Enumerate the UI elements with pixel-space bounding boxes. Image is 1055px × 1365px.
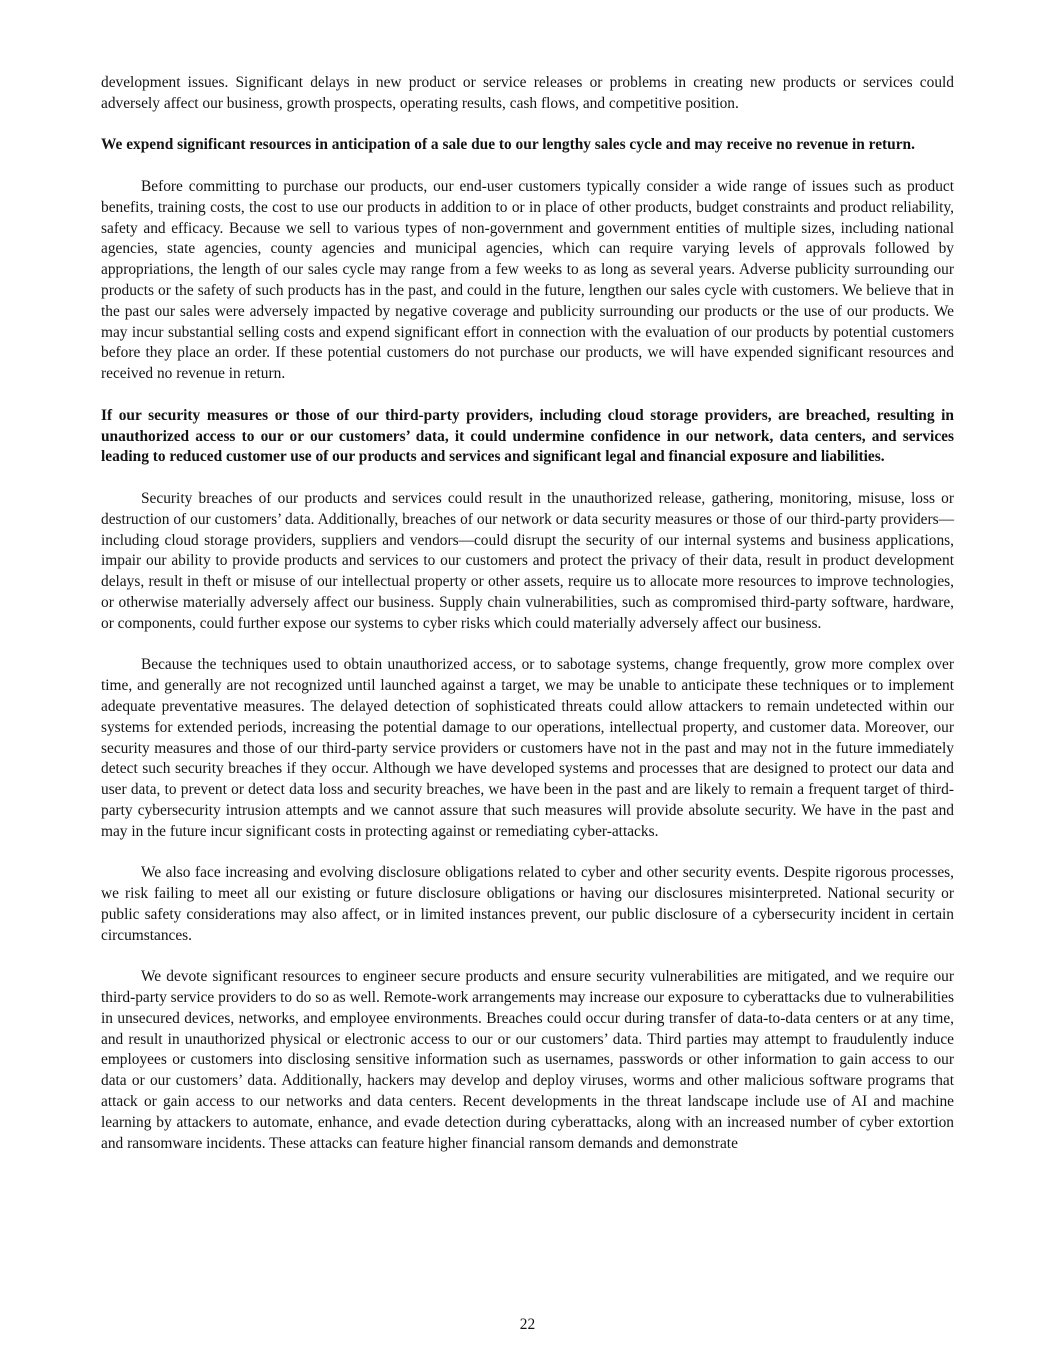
- paragraph-attack-techniques: Because the techniques used to obtain unauthorized access, or to sabotage systems, change frequently, grow more complex over time, and generally are not recognized until launched against a target, we may be unable to anticipate these techniques or to implement adequate preventative measures. The delayed detection of sophisticated threats could allow attackers to remain undetected within our systems for extended periods, increasing the potential damage to our operations, intellectual property, and customer data. Moreover, our security measures and those of our third-party service providers or customers have not in the past and may not in the future immediately detect such security breaches if they occur. Although we have developed systems and processes that are designed to protect our data and user data, to prevent or detect data loss and security breaches, we have been in the past and are likely to remain a frequent target of third-party cybersecurity intrusion attempts and we cannot assure that such measures will provide absolute security. We have in the past and may in the future incur significant costs in protecting against or remediating cyber-attacks.: [101, 656, 954, 840]
- risk-heading-sales-cycle: We expend significant resources in anticipation of a sale due to our lengthy sales cycle and may receive no revenue in return.: [101, 136, 915, 154]
- paragraph-sales-cycle: Before committing to purchase our products, our end-user customers typically consider a wide range of issues such as product benefits, training costs, the cost to use our products in addition to or in place of other products, budget constraints and product reliability, safety and efficacy. Because we sell to various types of non-government and government entities of multiple sizes, including national agencies, state agencies, county agencies and municipal agencies, which can require varying levels of approvals followed by appropriations, the length of our sales cycle may range from a few weeks to as long as several years. Adverse publicity surrounding our products or the safety of such products has in the past, and could in the future, lengthen our sales cycle with customers. We believe that in the past our sales were adversely impacted by negative coverage and publicity surrounding our products or the use of our products. We may incur substantial selling costs and expend significant effort in connection with the evaluation of our products by potential customers before they place an order. If these potential customers do not purchase our products, we will have expended significant resources and received no revenue in return.: [101, 177, 954, 383]
- paragraph-disclosure-obligations: We also face increasing and evolving disclosure obligations related to cyber and other security events. Despite rigorous processes, we risk failing to meet all our existing or future disclosure obligations or having our disclosures misinterpreted. National security or public safety considerations may also affect, or in limited instances prevent, our public disclosure of a cybersecurity incident in certain circumstances.: [101, 864, 954, 944]
- page-number: 22: [519, 1316, 536, 1333]
- paragraph-security-breaches: Security breaches of our products and services could result in the unauthorized release, gathering, monitoring, misuse, loss or destruction of our customers’ data. Additionally, breaches of our network or data security measures or those of our third-party providers—including cloud storage providers, suppliers and vendors—could disrupt the security of our internal systems and business applications, impair our ability to provide products and services to our customers and protect the privacy of their data, result in product development delays, result in theft or misuse of our intellectual property or other assets, require us to allocate more resources to improve technologies, or otherwise materially adversely affect our business. Supply chain vulnerabilities, such as compromised third-party software, hardware, or components, could further expose our systems to cyber risks which could materially adversely affect our business.: [101, 489, 954, 632]
- document-page: [101, 73, 954, 1154]
- paragraph-secure-products: We devote significant resources to engineer secure products and ensure security vulnerabilities are mitigated, and we require our third-party service providers to do so as well. Remote-work arrangements may increase our exposure to cyberattacks due to vulnerabilities in unsecured devices, networks, and employee environments. Breaches could occur during transfer of data-to-data centers or at any time, and result in unauthorized physical or electronic access to our or our customers’ data. Third parties may attempt to fraudulently induce employees or customers into disclosing sensitive information such as usernames, passwords or other information to gain access to our data or our customers’ data. Additionally, hackers may develop and deploy viruses, worms and other malicious software programs that attack or gain access to our networks and data centers. Recent developments in the threat landscape include use of AI and machine learning by attackers to automate, enhance, and evade detection during cyberattacks, along with an increased number of cyber extortion and ransomware incidents. These attacks can feature higher financial ransom demands and demonstrate: [101, 968, 954, 1152]
- risk-heading-security-breach: If our security measures or those of our third-party providers, including cloud storage providers, are breached, resulting in unauthorized access to our or our customers’ data, it could undermine confidence in our network, data centers, and services leading to reduced customer use of our products and services and significant legal and financial exposure and liabilities.: [101, 406, 954, 466]
- paragraph-continuation: development issues. Significant delays in new product or service releases or problems in creating new products or services could adversely affect our business, growth prospects, operating results, cash flows, and competitive position.: [101, 74, 954, 112]
